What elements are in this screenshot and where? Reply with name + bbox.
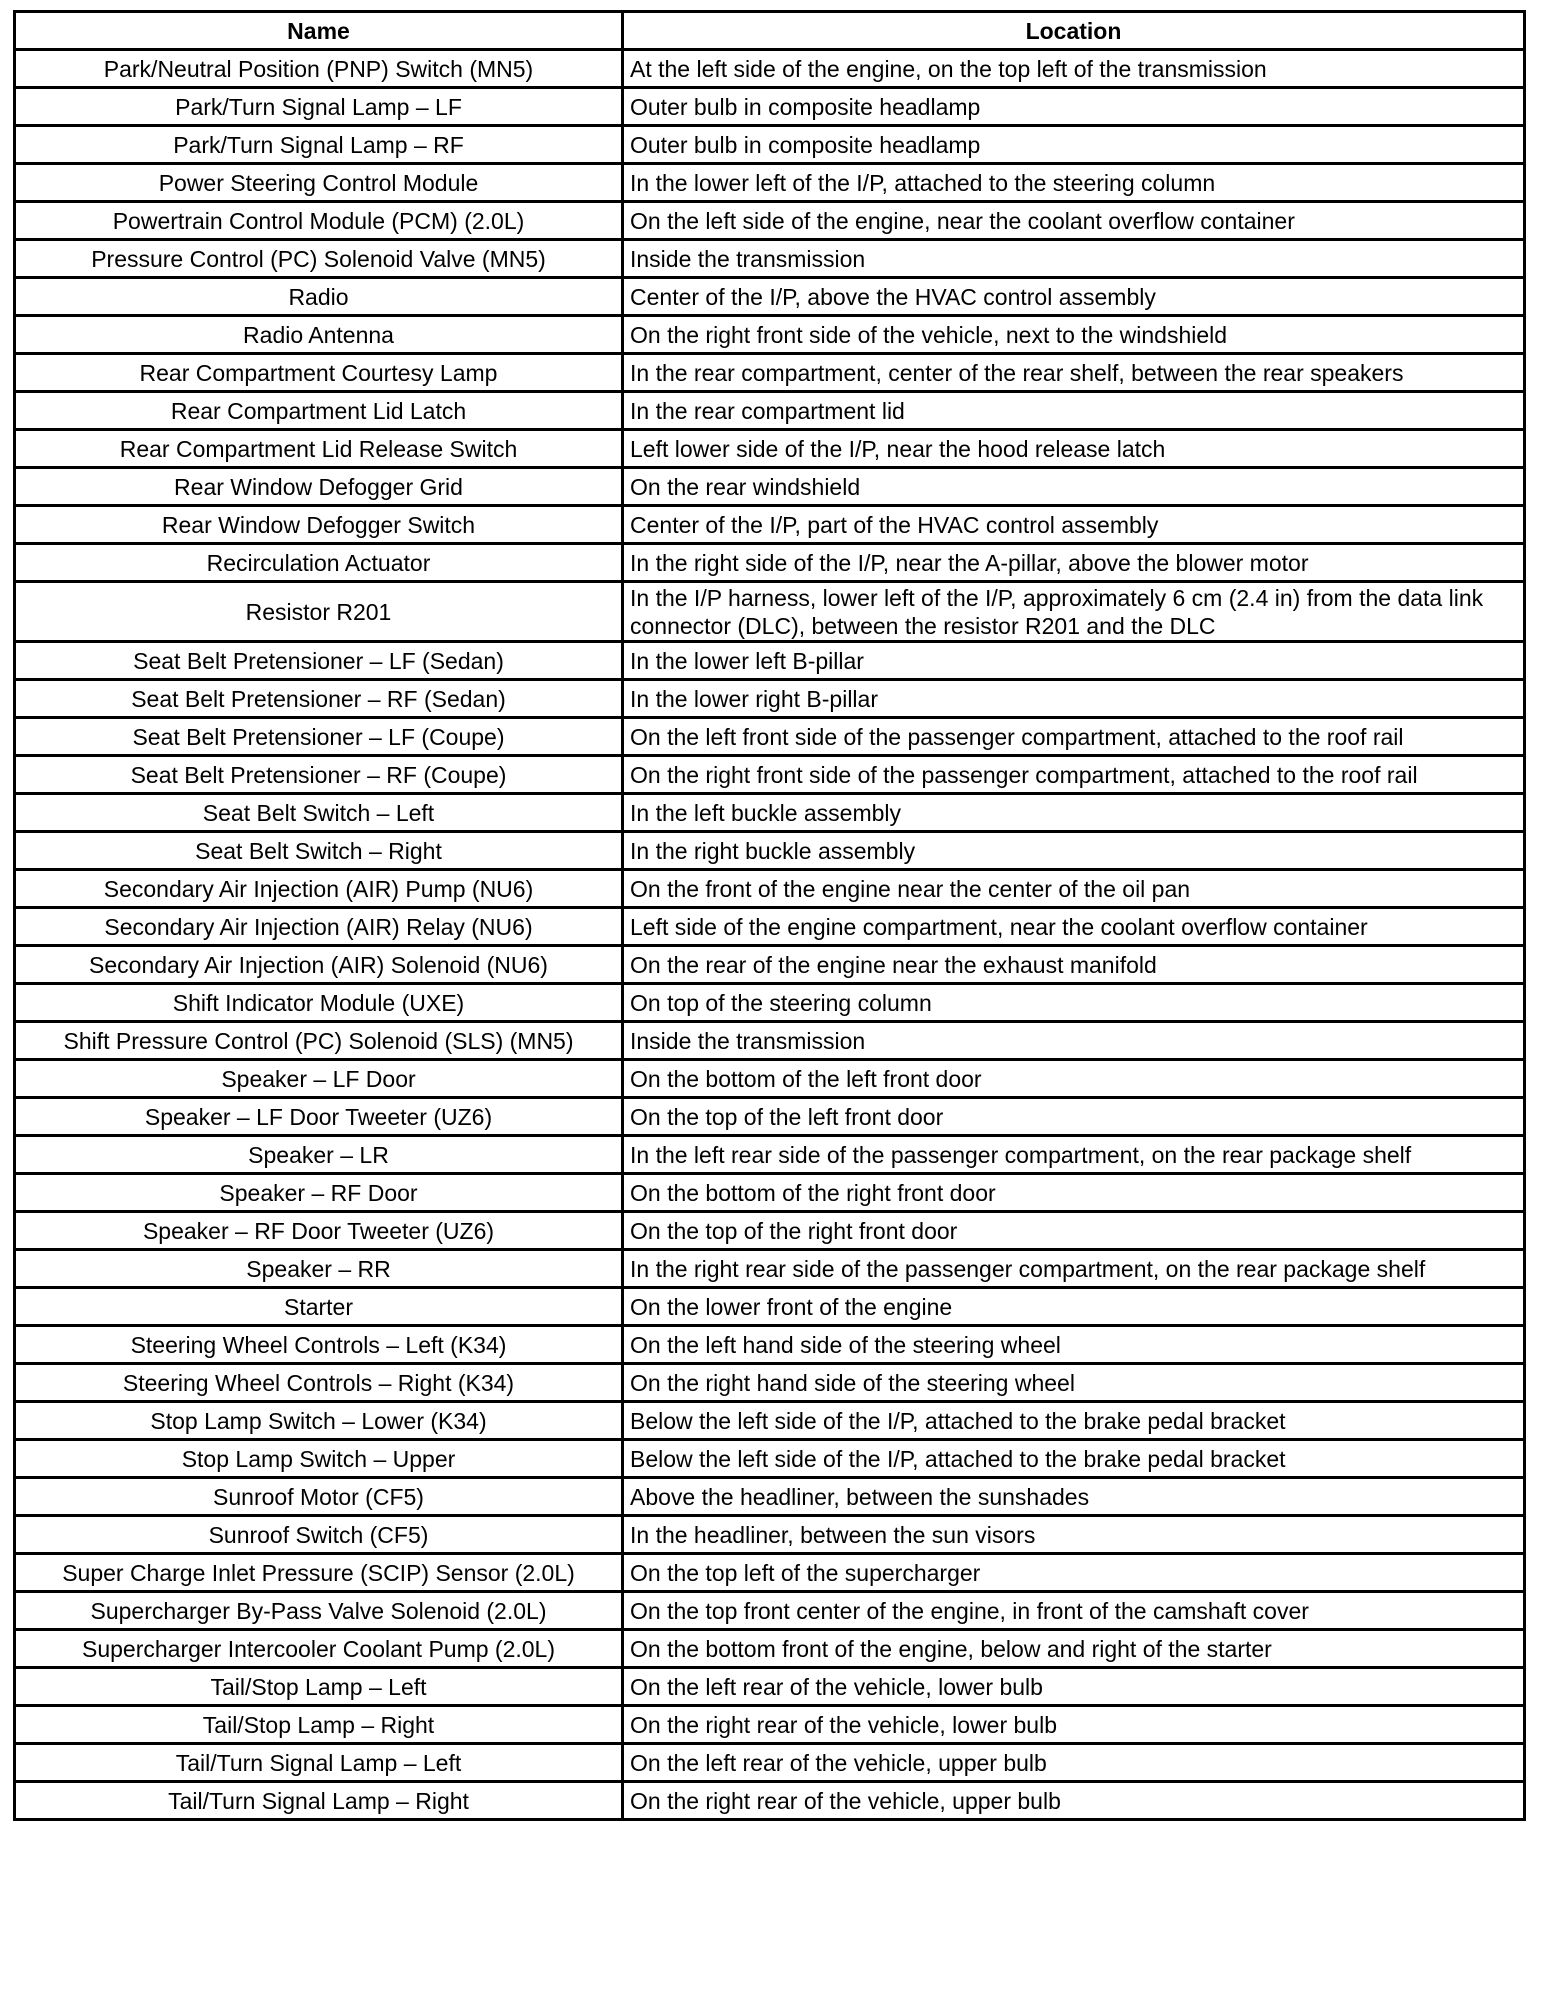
table-row [15, 202, 1525, 240]
column-header-location: Location [623, 12, 1525, 50]
component-name-cell: Pressure Control (PC) Solenoid Valve (MN5) [15, 240, 623, 278]
component-name-cell: Supercharger By-Pass Valve Solenoid (2.0L) [15, 1592, 623, 1630]
table-row [15, 1136, 1525, 1174]
table-row [15, 1744, 1525, 1782]
component-location-table [13, 10, 1526, 1821]
component-name-cell: Tail/Stop Lamp – Left [15, 1668, 623, 1706]
component-location-cell: On the rear of the engine near the exhaust manifold [623, 946, 1525, 984]
component-location-cell: Center of the I/P, part of the HVAC control assembly [623, 506, 1525, 544]
table-row [15, 430, 1525, 468]
component-name-cell: Rear Window Defogger Grid [15, 468, 623, 506]
component-location-cell: In the left buckle assembly [623, 794, 1525, 832]
component-name-cell: Tail/Turn Signal Lamp – Right [15, 1782, 623, 1820]
component-name-cell: Rear Window Defogger Switch [15, 506, 623, 544]
component-location-cell: In the right buckle assembly [623, 832, 1525, 870]
table-row [15, 1364, 1525, 1402]
component-name-cell: Rear Compartment Courtesy Lamp [15, 354, 623, 392]
component-name-cell: Radio [15, 278, 623, 316]
component-name-cell: Starter [15, 1288, 623, 1326]
component-name-cell: Seat Belt Switch – Left [15, 794, 623, 832]
component-name-cell: Stop Lamp Switch – Upper [15, 1440, 623, 1478]
component-name-cell: Secondary Air Injection (AIR) Solenoid (NU6) [15, 946, 623, 984]
component-location-cell: On the bottom of the right front door [623, 1174, 1525, 1212]
component-location-cell: On the right rear of the vehicle, lower bulb [623, 1706, 1525, 1744]
component-name-cell: Shift Pressure Control (PC) Solenoid (SLS) (MN5) [15, 1022, 623, 1060]
table-row [15, 756, 1525, 794]
table-row [15, 870, 1525, 908]
component-name-cell: Steering Wheel Controls – Right (K34) [15, 1364, 623, 1402]
component-name-cell: Sunroof Motor (CF5) [15, 1478, 623, 1516]
component-location-cell: In the rear compartment, center of the rear shelf, between the rear speakers [623, 354, 1525, 392]
table-row [15, 1098, 1525, 1136]
component-location-cell: On the top of the right front door [623, 1212, 1525, 1250]
table-row [15, 544, 1525, 582]
table-row [15, 1440, 1525, 1478]
table-row [15, 50, 1525, 88]
table-row [15, 582, 1525, 642]
table-row [15, 1706, 1525, 1744]
component-location-cell: On the left rear of the vehicle, lower bulb [623, 1668, 1525, 1706]
component-location-cell: Above the headliner, between the sunshades [623, 1478, 1525, 1516]
table-row [15, 1060, 1525, 1098]
component-location-cell: On top of the steering column [623, 984, 1525, 1022]
component-location-cell: On the rear windshield [623, 468, 1525, 506]
table-row [15, 1782, 1525, 1820]
component-location-cell: Below the left side of the I/P, attached to the brake pedal bracket [623, 1402, 1525, 1440]
component-location-cell: On the right front side of the passenger compartment, attached to the roof rail [623, 756, 1525, 794]
table-row [15, 1212, 1525, 1250]
table-row [15, 506, 1525, 544]
component-name-cell: Power Steering Control Module [15, 164, 623, 202]
table-row [15, 642, 1525, 680]
component-location-cell: On the front of the engine near the center of the oil pan [623, 870, 1525, 908]
component-name-cell: Seat Belt Pretensioner – RF (Sedan) [15, 680, 623, 718]
table-row [15, 832, 1525, 870]
component-location-cell: On the top left of the supercharger [623, 1554, 1525, 1592]
component-name-cell: Secondary Air Injection (AIR) Relay (NU6) [15, 908, 623, 946]
table-row [15, 164, 1525, 202]
component-location-cell: On the right hand side of the steering wheel [623, 1364, 1525, 1402]
component-location-cell: Left lower side of the I/P, near the hood release latch [623, 430, 1525, 468]
component-location-cell: On the top front center of the engine, in front of the camshaft cover [623, 1592, 1525, 1630]
component-location-cell: Inside the transmission [623, 240, 1525, 278]
component-location-cell: In the right rear side of the passenger compartment, on the rear package shelf [623, 1250, 1525, 1288]
column-header-name: Name [15, 12, 623, 50]
component-location-cell: In the headliner, between the sun visors [623, 1516, 1525, 1554]
component-name-cell: Radio Antenna [15, 316, 623, 354]
component-name-cell: Speaker – LF Door Tweeter (UZ6) [15, 1098, 623, 1136]
component-location-cell: On the top of the left front door [623, 1098, 1525, 1136]
component-location-cell: Center of the I/P, above the HVAC control assembly [623, 278, 1525, 316]
table-row [15, 946, 1525, 984]
component-name-cell: Park/Turn Signal Lamp – RF [15, 126, 623, 164]
table-row [15, 1516, 1525, 1554]
table-row [15, 88, 1525, 126]
component-name-cell: Resistor R201 [15, 582, 623, 642]
component-name-cell: Speaker – RF Door Tweeter (UZ6) [15, 1212, 623, 1250]
component-location-cell: Outer bulb in composite headlamp [623, 126, 1525, 164]
table-row [15, 316, 1525, 354]
table-row [15, 1630, 1525, 1668]
component-location-cell: In the rear compartment lid [623, 392, 1525, 430]
table-row [15, 794, 1525, 832]
component-name-cell: Speaker – RR [15, 1250, 623, 1288]
component-location-cell: Below the left side of the I/P, attached to the brake pedal bracket [623, 1440, 1525, 1478]
component-name-cell: Shift Indicator Module (UXE) [15, 984, 623, 1022]
table-row [15, 1174, 1525, 1212]
table-row [15, 354, 1525, 392]
component-name-cell: Speaker – RF Door [15, 1174, 623, 1212]
component-location-cell: On the lower front of the engine [623, 1288, 1525, 1326]
component-name-cell: Secondary Air Injection (AIR) Pump (NU6) [15, 870, 623, 908]
component-name-cell: Park/Turn Signal Lamp – LF [15, 88, 623, 126]
table-row [15, 278, 1525, 316]
component-location-cell: In the lower left B-pillar [623, 642, 1525, 680]
component-name-cell: Seat Belt Pretensioner – LF (Sedan) [15, 642, 623, 680]
table-row [15, 680, 1525, 718]
component-location-cell: On the left rear of the vehicle, upper bulb [623, 1744, 1525, 1782]
component-name-cell: Seat Belt Pretensioner – LF (Coupe) [15, 718, 623, 756]
component-name-cell: Super Charge Inlet Pressure (SCIP) Sensor (2.0L) [15, 1554, 623, 1592]
component-name-cell: Rear Compartment Lid Latch [15, 392, 623, 430]
component-location-cell: On the left front side of the passenger compartment, attached to the roof rail [623, 718, 1525, 756]
component-name-cell: Supercharger Intercooler Coolant Pump (2.0L) [15, 1630, 623, 1668]
table-row [15, 1326, 1525, 1364]
component-name-cell: Rear Compartment Lid Release Switch [15, 430, 623, 468]
component-name-cell: Speaker – LR [15, 1136, 623, 1174]
component-location-cell: Inside the transmission [623, 1022, 1525, 1060]
component-name-cell: Park/Neutral Position (PNP) Switch (MN5) [15, 50, 623, 88]
table-row [15, 1554, 1525, 1592]
component-name-cell: Sunroof Switch (CF5) [15, 1516, 623, 1554]
component-location-cell: On the left side of the engine, near the coolant overflow container [623, 202, 1525, 240]
component-name-cell: Seat Belt Pretensioner – RF (Coupe) [15, 756, 623, 794]
component-location-cell: In the lower right B-pillar [623, 680, 1525, 718]
component-name-cell: Tail/Turn Signal Lamp – Left [15, 1744, 623, 1782]
component-location-cell: In the lower left of the I/P, attached to the steering column [623, 164, 1525, 202]
component-location-cell: On the bottom front of the engine, below and right of the starter [623, 1630, 1525, 1668]
component-name-cell: Speaker – LF Door [15, 1060, 623, 1098]
table-header-row [15, 12, 1525, 50]
component-location-cell: In the left rear side of the passenger compartment, on the rear package shelf [623, 1136, 1525, 1174]
component-location-cell: Outer bulb in composite headlamp [623, 88, 1525, 126]
table-row [15, 126, 1525, 164]
table-row [15, 240, 1525, 278]
table-row [15, 1478, 1525, 1516]
table-row [15, 1668, 1525, 1706]
component-name-cell: Tail/Stop Lamp – Right [15, 1706, 623, 1744]
table-row [15, 908, 1525, 946]
table-row [15, 1250, 1525, 1288]
component-name-cell: Powertrain Control Module (PCM) (2.0L) [15, 202, 623, 240]
component-name-cell: Recirculation Actuator [15, 544, 623, 582]
component-name-cell: Stop Lamp Switch – Lower (K34) [15, 1402, 623, 1440]
component-location-cell: In the right side of the I/P, near the A-pillar, above the blower motor [623, 544, 1525, 582]
component-location-cell: On the left hand side of the steering wheel [623, 1326, 1525, 1364]
table-row [15, 1402, 1525, 1440]
table-row [15, 1288, 1525, 1326]
table-row [15, 718, 1525, 756]
table-row [15, 984, 1525, 1022]
component-location-cell: Left side of the engine compartment, near the coolant overflow container [623, 908, 1525, 946]
table-row [15, 1022, 1525, 1060]
component-name-cell: Seat Belt Switch – Right [15, 832, 623, 870]
table-row [15, 1592, 1525, 1630]
component-location-cell: At the left side of the engine, on the top left of the transmission [623, 50, 1525, 88]
component-location-cell: On the bottom of the left front door [623, 1060, 1525, 1098]
component-location-cell: On the right rear of the vehicle, upper bulb [623, 1782, 1525, 1820]
component-location-cell: In the I/P harness, lower left of the I/P, approximately 6 cm (2.4 in) from the data link connector (DLC), between the resistor R201 and the DLC [623, 582, 1525, 642]
table-row [15, 392, 1525, 430]
table-row [15, 468, 1525, 506]
component-name-cell: Steering Wheel Controls – Left (K34) [15, 1326, 623, 1364]
table-body [15, 50, 1525, 1820]
component-location-cell: On the right front side of the vehicle, next to the windshield [623, 316, 1525, 354]
